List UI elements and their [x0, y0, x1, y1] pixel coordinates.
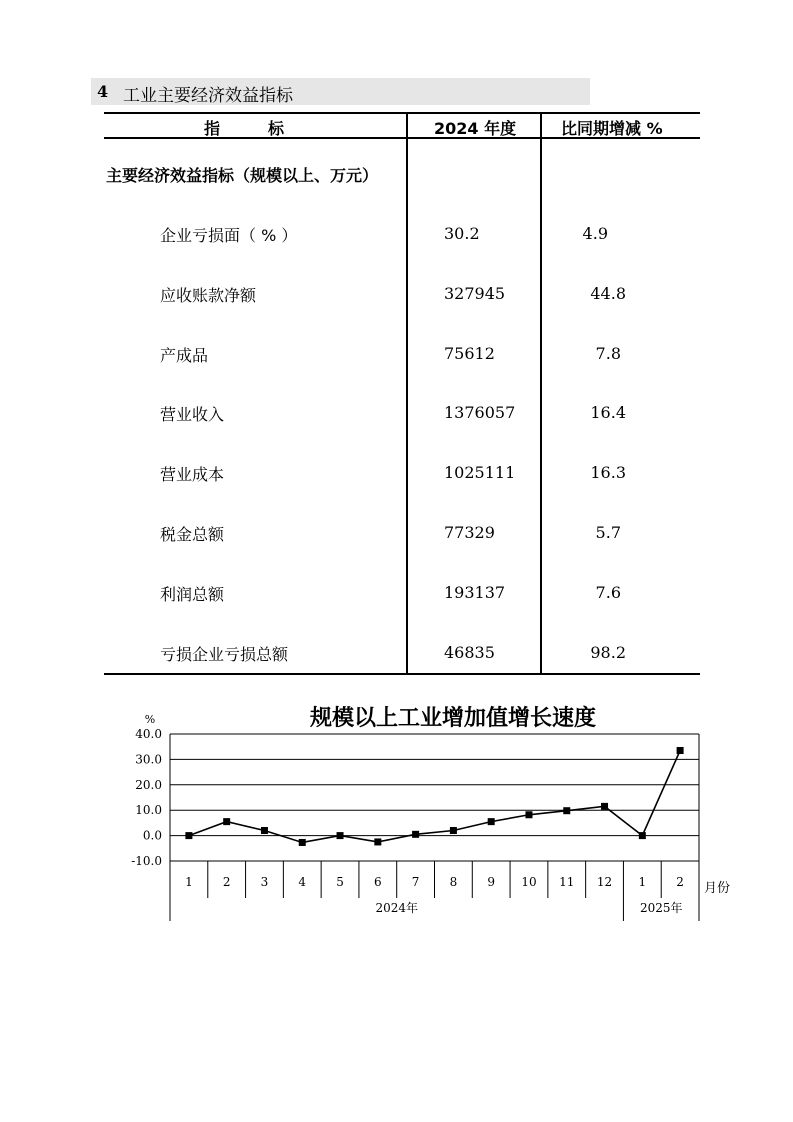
year-group-label: 2024年 [375, 901, 418, 915]
row-name: 税金总额 [160, 525, 225, 544]
row-name: 营业成本 [160, 465, 225, 484]
y-tick-label: 30.0 [135, 752, 162, 767]
row-name: 产成品 [160, 346, 209, 365]
header-indicator: 指 标 [204, 119, 285, 138]
y-tick-label: 40.0 [135, 727, 162, 741]
y-tick-label: -10.0 [131, 854, 162, 868]
data-point [185, 832, 192, 839]
data-point [677, 747, 684, 754]
data-point [337, 832, 344, 839]
y-tick-label: 10.0 [135, 803, 162, 818]
row-name: 应收账款净额 [160, 286, 257, 305]
group-title: 主要经济效益指标（规模以上、万元） [106, 166, 379, 185]
data-point [261, 827, 268, 834]
x-tick-label: 2 [222, 875, 231, 889]
row-change: 7.8 [595, 344, 621, 363]
x-axis-label: 月份 [704, 881, 731, 896]
row-name: 营业收入 [160, 405, 225, 424]
data-point [601, 803, 608, 810]
data-point [223, 818, 230, 825]
table-col-divider-1 [406, 112, 408, 675]
row-value: 1376057 [444, 403, 516, 422]
data-point [299, 839, 306, 846]
row-value: 1025111 [444, 463, 516, 482]
table-top-rule [104, 112, 700, 114]
row-value: 75612 [444, 344, 495, 363]
growth-line-chart [0, 690, 793, 990]
row-name: 亏损企业亏损总额 [160, 645, 289, 664]
data-point [525, 811, 532, 818]
row-change: 4.9 [582, 224, 608, 243]
y-axis-unit: % [144, 713, 156, 726]
x-tick-label: 2 [676, 875, 684, 889]
table-bottom-rule [104, 673, 700, 675]
row-value: 77329 [444, 523, 495, 542]
x-tick-label: 11 [559, 875, 575, 889]
row-value: 327945 [444, 284, 506, 303]
row-name: 利润总额 [160, 585, 225, 604]
x-tick-label: 1 [185, 875, 193, 889]
header-year: 2024 年度 [434, 119, 517, 138]
data-point [374, 838, 381, 845]
y-tick-label: 20.0 [135, 777, 162, 792]
x-tick-label: 12 [596, 875, 613, 889]
row-change: 5.7 [595, 523, 621, 542]
row-change: 16.4 [590, 403, 626, 422]
row-name: 企业亏损面（ % ） [160, 226, 298, 245]
row-value: 46835 [444, 643, 495, 662]
x-tick-label: 9 [487, 875, 495, 889]
row-value: 193137 [444, 583, 506, 602]
x-tick-label: 1 [638, 875, 647, 889]
row-value: 30.2 [444, 224, 480, 243]
header-change: 比同期增减 % [561, 119, 663, 138]
chart-title: 规模以上工业增加值增长速度 [309, 706, 597, 731]
data-point [488, 818, 495, 825]
section-title: 工业主要经济效益指标 [123, 86, 293, 106]
row-change: 44.8 [590, 284, 626, 303]
x-tick-label: 3 [260, 875, 269, 889]
x-tick-label: 8 [449, 875, 458, 889]
row-change: 16.3 [590, 463, 626, 482]
data-point [563, 807, 570, 814]
x-tick-label: 7 [411, 875, 420, 889]
year-group-label: 2025年 [639, 901, 683, 915]
x-tick-label: 10 [521, 875, 537, 889]
row-change: 98.2 [590, 643, 626, 662]
section-number: 4 [97, 82, 109, 101]
x-tick-label: 4 [298, 875, 307, 889]
data-point [412, 831, 419, 838]
x-tick-label: 6 [374, 875, 382, 889]
data-point [639, 832, 646, 839]
x-tick-label: 5 [336, 875, 344, 889]
row-change: 7.6 [595, 583, 621, 602]
y-tick-label: 0.0 [142, 828, 162, 843]
data-point [450, 827, 457, 834]
